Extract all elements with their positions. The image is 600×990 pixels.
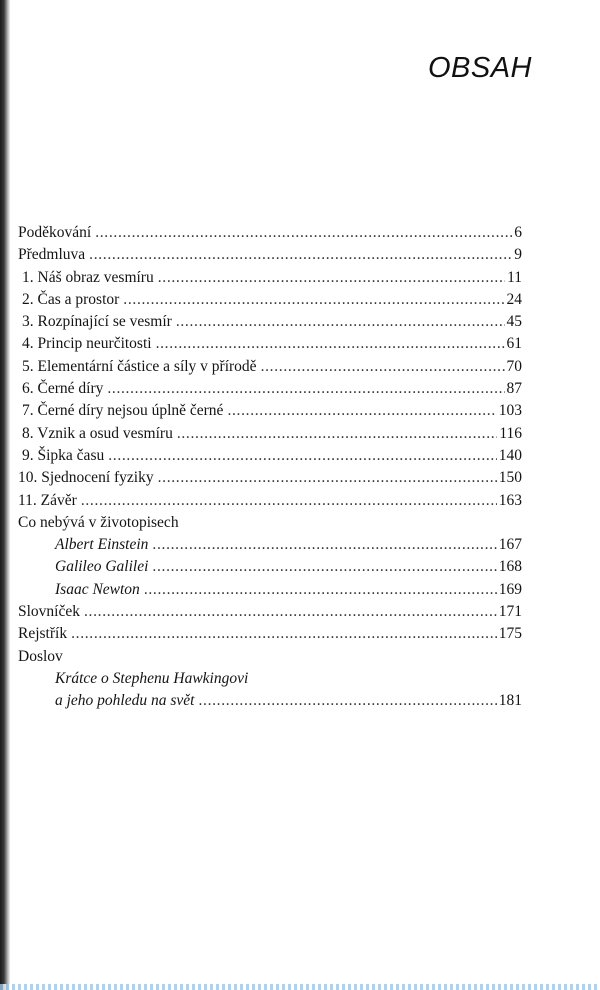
toc-entry-page: 140: [498, 446, 522, 464]
toc-entry-chapter-8: [18, 423, 522, 445]
toc-entry-page: 150: [498, 469, 522, 487]
toc-entry-label: 3. Rozpínající se vesmír: [22, 313, 172, 331]
toc-entry-chapter-7: [18, 400, 522, 422]
page-bottom-edge: [0, 984, 600, 990]
toc-entry-einstein: [18, 534, 522, 556]
dot-leader: [81, 490, 497, 512]
toc-entry-label: 1. Náš obraz vesmíru: [22, 268, 154, 286]
toc-entry-podekovani: [18, 222, 522, 244]
dot-leader: [176, 311, 505, 333]
page-title: OBSAH: [427, 52, 532, 84]
table-of-contents: [18, 222, 522, 713]
toc-entry-page: 171: [498, 603, 522, 621]
toc-entry-page: 181: [498, 692, 522, 710]
toc-entry-newton: [18, 579, 522, 601]
toc-section-label: Doslov: [18, 647, 63, 665]
toc-entry-page: 61: [506, 335, 522, 353]
toc-entry-label: a jeho pohledu na svět: [55, 692, 195, 710]
dot-leader: [261, 356, 505, 378]
toc-entry-chapter-11: [18, 490, 522, 512]
toc-entry-page: 70: [506, 357, 522, 375]
toc-entry-page: 45: [506, 313, 522, 331]
toc-entry-label: Slovníček: [18, 603, 80, 621]
toc-entry-label: 6. Černé díry: [22, 380, 104, 398]
toc-entry-galilei: [18, 556, 522, 578]
toc-entry-label: Krátce o Stephenu Hawkingovi: [55, 669, 249, 687]
toc-entry-chapter-1: [18, 267, 522, 289]
toc-entry-page: 24: [506, 290, 522, 308]
toc-entry-label: 9. Šipka času: [22, 446, 105, 464]
toc-entry-doslov-line-1: [18, 668, 522, 690]
dot-leader: [198, 690, 496, 712]
toc-entry-predmluva: [18, 244, 522, 266]
toc-entry-page: 168: [498, 558, 522, 576]
toc-entry-slovnicek: [18, 601, 522, 623]
toc-entry-label: 4. Princip neurčitosti: [22, 335, 152, 353]
toc-entry-page: 103: [498, 402, 522, 420]
dot-leader: [152, 556, 496, 578]
dot-leader: [84, 601, 497, 623]
dot-leader: [144, 579, 497, 601]
dot-leader: [123, 289, 504, 311]
toc-entry-label: 7. Černé díry nejsou úplně černé: [22, 402, 224, 420]
toc-entry-label: Poděkování: [18, 224, 92, 241]
toc-entry-page: 167: [498, 536, 522, 554]
toc-entry-page: 169: [498, 580, 522, 598]
toc-entry-page: 163: [498, 491, 522, 509]
toc-entry-chapter-4: [18, 333, 522, 355]
dot-leader: [177, 423, 497, 445]
dot-leader: [95, 222, 512, 244]
toc-section-label: Co nebývá v životopisech: [18, 513, 179, 531]
toc-entry-chapter-6: [18, 378, 522, 400]
toc-entry-label: Isaac Newton: [55, 580, 140, 598]
dot-leader: [152, 534, 496, 556]
toc-entry-label: 2. Čas a prostor: [22, 290, 120, 308]
toc-entry-doslov-line-2: [18, 690, 522, 712]
toc-entry-label: Rejstřík: [18, 625, 68, 643]
dot-leader: [158, 467, 497, 489]
toc-entry-rejstrik: [18, 623, 522, 645]
toc-entry-page: 11: [507, 268, 522, 286]
book-spine-shadow: [0, 0, 10, 990]
dot-leader: [108, 445, 497, 467]
toc-entry-chapter-3: [18, 311, 522, 333]
toc-entry-label: 10. Sjednocení fyziky: [18, 469, 154, 487]
toc-entry-chapter-2: [18, 289, 522, 311]
dot-leader: [227, 400, 496, 422]
dot-leader: [158, 267, 505, 289]
toc-entry-page: 6: [514, 224, 522, 241]
toc-entry-label: Albert Einstein: [55, 536, 149, 554]
dot-leader: [89, 244, 512, 266]
toc-entry-page: 87: [506, 380, 522, 398]
toc-entry-chapter-5: [18, 356, 522, 378]
toc-entry-label: 5. Elementární částice a síly v přírodě: [22, 357, 257, 375]
dot-leader: [71, 623, 497, 645]
toc-section-biographies: [18, 512, 522, 534]
toc-entry-page: 116: [499, 424, 522, 442]
toc-entry-chapter-10: [18, 467, 522, 489]
toc-entry-label: 8. Vznik a osud vesmíru: [22, 424, 173, 442]
toc-section-doslov: [18, 646, 522, 668]
dot-leader: [156, 333, 505, 355]
toc-entry-chapter-9: [18, 445, 522, 467]
toc-entry-label: Galileo Galilei: [55, 558, 149, 576]
dot-leader: [107, 378, 504, 400]
toc-entry-label: 11. Závěr: [18, 491, 77, 509]
toc-entry-page: 175: [498, 625, 522, 643]
toc-entry-label: Předmluva: [18, 246, 86, 264]
toc-entry-page: 9: [514, 246, 522, 264]
